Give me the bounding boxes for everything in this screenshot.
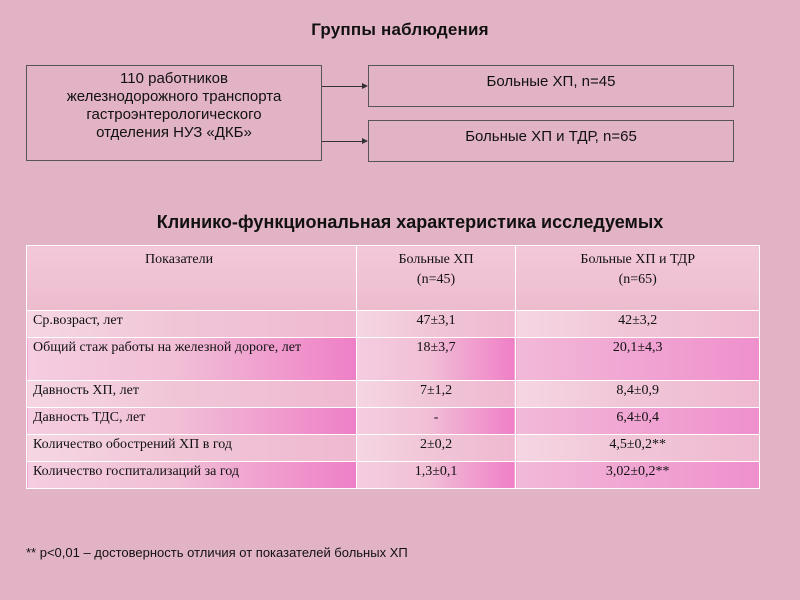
header-group2 <box>516 246 760 311</box>
table-row <box>27 381 760 408</box>
source-line: железнодорожного транспорта <box>66 88 282 105</box>
table-row <box>27 408 760 435</box>
footnote: ** p<0,01 – достоверность отличия от показателей больных ХП <box>26 545 408 560</box>
row-label: Количество госпитализаций за год <box>27 462 357 489</box>
connector-line-2 <box>322 141 362 142</box>
header-group1 <box>356 246 516 311</box>
row-label: Давность ХП, лет <box>27 381 357 408</box>
header-group2-n: (n=65) <box>618 272 657 287</box>
row-value-group1: 2±0,2 <box>356 435 516 462</box>
header-group2-name: Больные ХП и ТДР <box>580 252 695 267</box>
row-value-group1: 1,3±0,1 <box>356 462 516 489</box>
row-value-group2: 8,4±0,9 <box>516 381 760 408</box>
row-value-group2: 20,1±4,3 <box>516 338 760 381</box>
source-line: отделения НУЗ «ДКБ» <box>96 124 252 141</box>
table-row <box>27 311 760 338</box>
row-value-group2: 4,5±0,2** <box>516 435 760 462</box>
row-label: Количество обострений ХП в год <box>27 435 357 462</box>
row-value-group2: 42±3,2 <box>516 311 760 338</box>
header-group1-name: Больные ХП <box>398 252 474 267</box>
characteristics-title-line1: Клинико-функциональная характеристика исследуемых <box>156 212 664 232</box>
group2-box: Больные ХП и ТДР, n=65 <box>368 120 734 162</box>
header-group1-n: (n=45) <box>416 272 456 287</box>
characteristics-title <box>0 206 800 246</box>
groups-title: Группы наблюдения <box>311 20 489 39</box>
source-line: 110 работников <box>120 70 228 87</box>
table-row <box>27 338 760 381</box>
row-value-group1: 18±3,7 <box>356 338 516 381</box>
row-value-group1: - <box>356 408 516 435</box>
row-value-group2: 3,02±0,2** <box>516 462 760 489</box>
source-line: гастроэнтерологического <box>86 106 262 123</box>
row-value-group1: 47±3,1 <box>356 311 516 338</box>
table-header-row <box>27 246 760 311</box>
table-row <box>27 462 760 489</box>
row-label: Ср.возраст, лет <box>27 311 357 338</box>
row-value-group2: 6,4±0,4 <box>516 408 760 435</box>
characteristics-table <box>26 245 760 489</box>
connector-line-1 <box>322 86 362 87</box>
group1-box: Больные ХП, n=45 <box>368 65 734 107</box>
table-row <box>27 435 760 462</box>
header-indicators: Показатели <box>27 246 357 311</box>
row-label: Общий стаж работы на железной дороге, лет <box>27 338 357 381</box>
row-value-group1: 7±1,2 <box>356 381 516 408</box>
row-label: Давность ТДС, лет <box>27 408 357 435</box>
source-group-box <box>26 65 322 161</box>
